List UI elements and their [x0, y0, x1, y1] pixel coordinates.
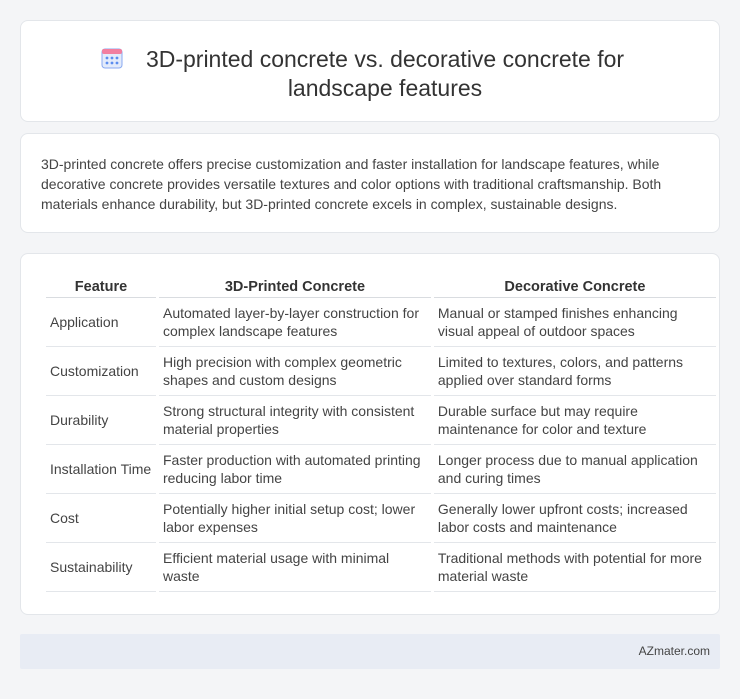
- printed-cell: Automated layer-by-layer construction for complex landscape features: [159, 298, 431, 347]
- feature-cell: Installation Time: [46, 445, 156, 494]
- page-title-line2: landscape features: [287, 75, 483, 101]
- footer-brand-link[interactable]: AZmater.com: [638, 644, 710, 658]
- feature-cell: Customization: [46, 347, 156, 396]
- feature-cell: Durability: [46, 396, 156, 445]
- printed-cell: High precision with complex geometric shapes and custom designs: [159, 347, 431, 396]
- decorative-cell: Traditional methods with potential for more material waste: [434, 543, 716, 592]
- printed-cell: Efficient material usage with minimal waste: [159, 543, 431, 592]
- table-row: [46, 347, 716, 396]
- summary-text: 3D-printed concrete offers precise customization and faster installation for landscape features, while decorative concrete provides versatile textures and color options with traditional craftsmanship. Both materials enhance durability, but 3D-printed concrete excels in complex, sustainable designs.: [41, 156, 662, 212]
- table-row: [46, 445, 716, 494]
- table-header-row: [46, 276, 716, 298]
- feature-cell: Cost: [46, 494, 156, 543]
- feature-cell: Application: [46, 298, 156, 347]
- header-feature: Feature: [46, 276, 156, 298]
- decorative-cell: Durable surface but may require maintenance for color and texture: [434, 396, 716, 445]
- feature-cell: Sustainability: [46, 543, 156, 592]
- table-row: [46, 396, 716, 445]
- page-title: [21, 45, 719, 103]
- header-3d-printed: 3D-Printed Concrete: [159, 276, 431, 298]
- table-row: [46, 298, 716, 347]
- printed-cell: Strong structural integrity with consistent material properties: [159, 396, 431, 445]
- printed-cell: Faster production with automated printing reducing labor time: [159, 445, 431, 494]
- page-title-line1: 3D-printed concrete vs. decorative concrete for: [145, 46, 625, 72]
- decorative-cell: Limited to textures, colors, and patterns applied over standard forms: [434, 347, 716, 396]
- header-decorative: Decorative Concrete: [434, 276, 716, 298]
- table-row: [46, 543, 716, 592]
- title-card: [20, 20, 720, 122]
- decorative-cell: Longer process due to manual application and curing times: [434, 445, 716, 494]
- footer: [20, 634, 720, 669]
- decorative-cell: Manual or stamped finishes enhancing visual appeal of outdoor spaces: [434, 298, 716, 347]
- summary-card: [20, 133, 720, 233]
- decorative-cell: Generally lower upfront costs; increased labor costs and maintenance: [434, 494, 716, 543]
- comparison-table: [43, 276, 719, 592]
- printed-cell: Potentially higher initial setup cost; lower labor expenses: [159, 494, 431, 543]
- comparison-card: [20, 253, 720, 615]
- table-row: [46, 494, 716, 543]
